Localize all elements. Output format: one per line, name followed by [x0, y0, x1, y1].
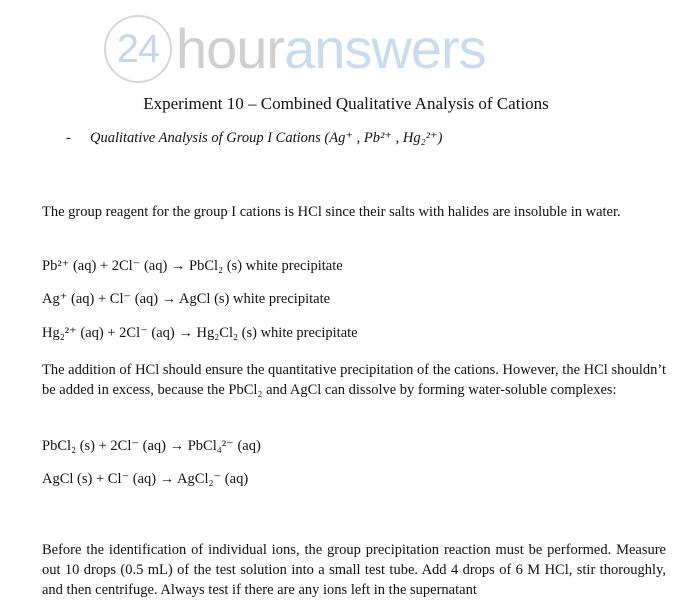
watermark-wordmark: [176, 17, 486, 80]
paragraph-excess-hcl: The addition of HCl should ensure the quantitative precipitation of the cations. However, the HCl shouldn’t be added in excess, because the PbCl₂ and AgCl can dissolve by forming water-soluble complexes:: [42, 362, 666, 398]
list-bullet: -: [66, 130, 71, 146]
paragraph-procedure: Before the identification of individual ions, the group precipitation reaction must be performed. Measure out 10 drops (0.5 mL) of the test solution into a small test tube. Add 4 drops of 6 M HCl, stir thoroughly, and then centrifuge. Always test if there are any ions left in the supernatant: [42, 542, 666, 598]
equation-silver: Ag⁺ (aq) + Cl⁻ (aq) → AgCl (s) white precipitate: [42, 291, 331, 307]
equation-mercury: Hg₂²⁺ (aq) + 2Cl⁻ (aq) → Hg₂Cl₂ (s) white precipitate: [42, 325, 358, 341]
watermark-part2: answers: [284, 17, 486, 80]
equation-lead: Pb²⁺ (aq) + 2Cl⁻ (aq) → PbCl₂ (s) white precipitate: [42, 258, 343, 274]
section-heading-text: Qualitative Analysis of Group I Cations (Ag⁺ , Pb²⁺ , Hg₂²⁺): [90, 130, 443, 146]
document-title: Experiment 10 – Combined Qualitative Analysis of Cations: [143, 94, 549, 113]
watermark-number: 24: [104, 15, 172, 83]
watermark-logo: [104, 16, 486, 82]
paragraph-group-reagent: The group reagent for the group I cations is HCl since their salts with halides are insoluble in water.: [42, 204, 621, 220]
equation-lead-complex: PbCl₂ (s) + 2Cl⁻ (aq) → PbCl₄²⁻ (aq): [42, 438, 261, 454]
watermark-part1: hour: [176, 17, 285, 80]
equation-silver-complex: AgCl (s) + Cl⁻ (aq) → AgCl₂⁻ (aq): [42, 471, 249, 487]
